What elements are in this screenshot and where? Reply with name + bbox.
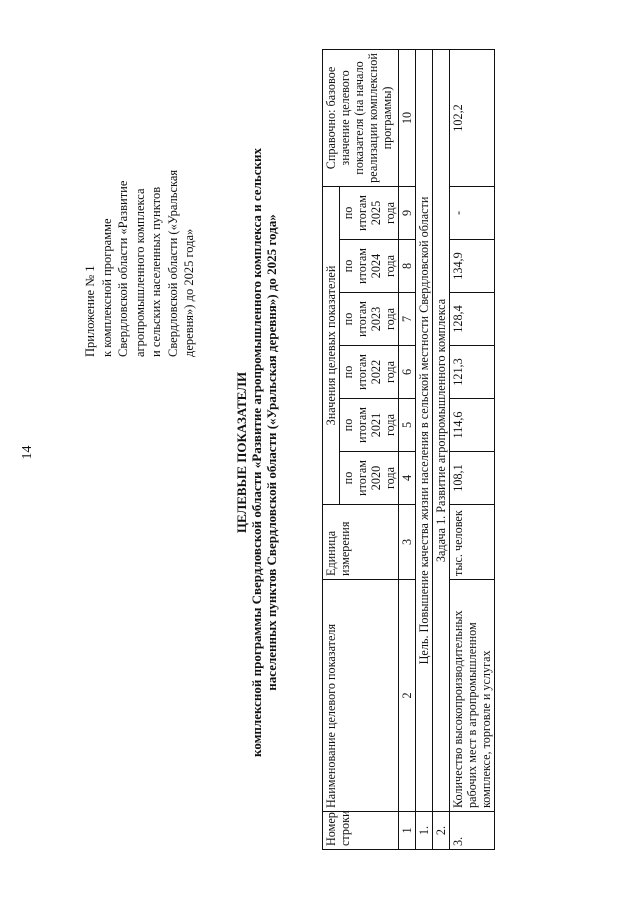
indicator-unit: тыс. человек <box>450 505 495 580</box>
appendix-line: деревня») до 2025 года» <box>182 228 196 357</box>
value-2024: 134,9 <box>450 240 495 293</box>
appendix-line: Приложение № 1 <box>83 265 97 357</box>
value-2020: 108,1 <box>450 452 495 505</box>
goal-row <box>416 49 433 849</box>
appendix-line: к комплексной программе <box>99 218 114 357</box>
row-number: 2. <box>433 812 450 850</box>
column-number: 5 <box>399 399 416 452</box>
header-unit: Единица измерения <box>323 505 399 580</box>
value-2021: 114,6 <box>450 399 495 452</box>
header-indicator-name: Наименование целевого показателя <box>323 580 399 812</box>
column-number: 1 <box>399 812 416 850</box>
row-number: 1. <box>416 812 433 850</box>
appendix-note <box>82 102 198 357</box>
column-number: 9 <box>399 186 416 239</box>
indicator-name: Количество высокопроизводительных рабочих мест в агропромышленном комплексе, торговле и услугах <box>450 580 495 812</box>
goal-text: Цель. Повышение качества жизни населения в сельской местности Свердловской области <box>416 49 433 811</box>
appendix-line: Свердловской области «Развитие <box>116 180 130 357</box>
header-year-2024: по итогам 2024 года <box>340 240 399 293</box>
value-2022: 121,3 <box>450 346 495 399</box>
reference-value: 102,2 <box>450 49 495 186</box>
header-year-2020: по итогам 2020 года <box>340 452 399 505</box>
page-number: 14 <box>20 445 35 460</box>
document-title <box>234 0 279 905</box>
column-number: 8 <box>399 240 416 293</box>
indicators-table-wrapper <box>322 50 495 850</box>
indicator-row <box>450 49 495 849</box>
column-number: 2 <box>399 580 416 812</box>
value-2023: 128,4 <box>450 293 495 346</box>
title-line: населенных пунктов Свердловской области («Уральская деревня») до 2025 года» <box>264 214 279 691</box>
column-number: 3 <box>399 505 416 580</box>
column-number-row <box>399 49 416 849</box>
task-row <box>433 49 450 849</box>
indicators-table <box>322 49 495 850</box>
title-heading: ЦЕЛЕВЫЕ ПОКАЗАТЕЛИ <box>234 371 249 534</box>
column-number: 4 <box>399 452 416 505</box>
header-year-2021: по итогам 2021 года <box>340 399 399 452</box>
row-number: 3. <box>450 812 495 850</box>
header-values-group: Значения целевых показателей <box>323 186 340 504</box>
header-reference: Справочно: базовое значение целевого показателя (на начало реализации комплексной программы) <box>323 49 399 186</box>
appendix-line: агропромышленного комплекса <box>132 188 147 357</box>
column-number: 7 <box>399 293 416 346</box>
header-year-2022: по итогам 2022 года <box>340 346 399 399</box>
task-text: Задача 1. Развитие агропромышленного комплекса <box>433 49 450 811</box>
header-row <box>323 49 340 849</box>
header-year-2023: по итогам 2023 года <box>340 293 399 346</box>
appendix-line: и сельских населенных пунктов <box>149 186 163 357</box>
title-line: комплексной программы Свердловской области «Развитие агропромышленного комплекса и сельских <box>249 148 264 757</box>
column-number: 10 <box>399 49 416 186</box>
appendix-line: Свердловской области («Уральская <box>165 169 180 357</box>
header-row-number: Номер строки <box>323 812 399 850</box>
header-year-2025: по итогам 2025 года <box>340 186 399 239</box>
column-number: 6 <box>399 346 416 399</box>
value-2025: - <box>450 186 495 239</box>
